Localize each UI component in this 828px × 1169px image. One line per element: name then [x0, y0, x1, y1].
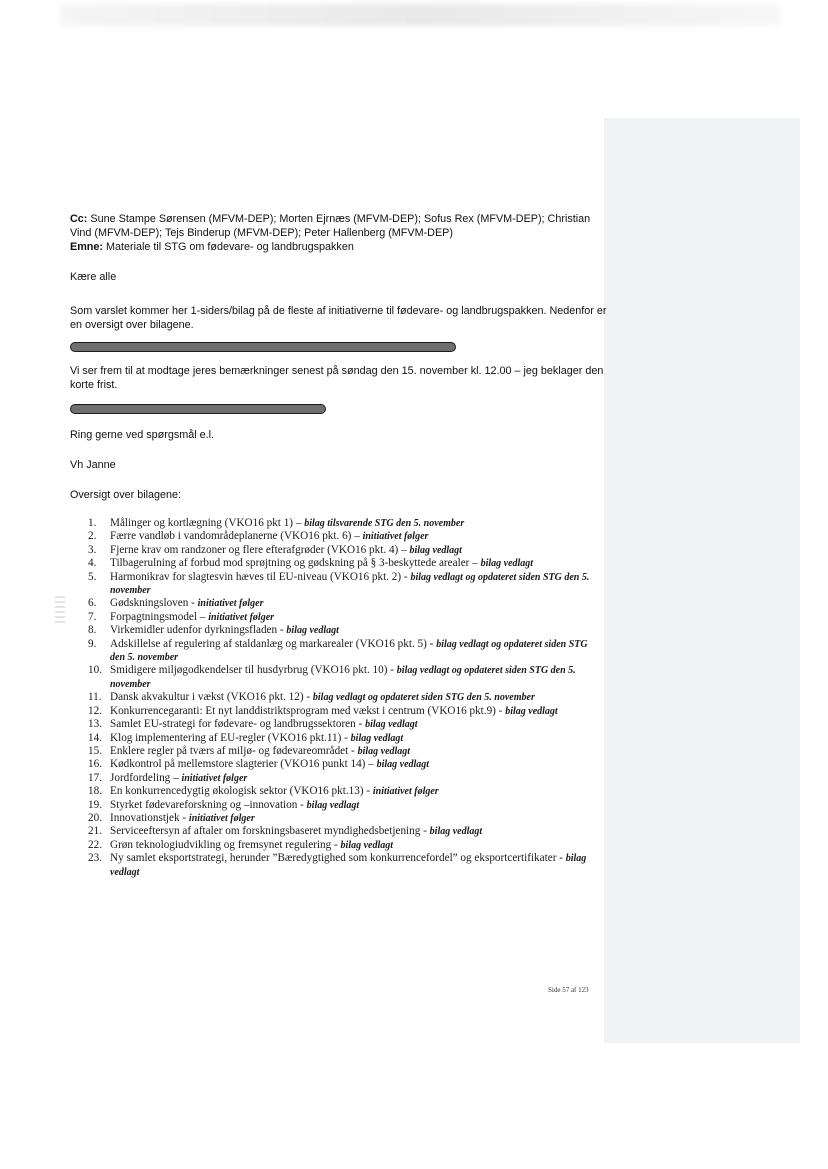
item-number: 14. [88, 731, 102, 744]
list-item [88, 517, 600, 530]
item-status: bilag vedlagt [409, 544, 462, 556]
item-text [110, 571, 600, 598]
scan-edge-marks [55, 596, 65, 624]
item-title: Konkurrencegaranti: Et nyt landdistriktsprogram med vækst i centrum (VKO16 pkt.9) - [110, 704, 506, 717]
item-title: Gødskningsloven - [110, 597, 198, 610]
item-number: 21. [88, 825, 102, 838]
cc-recipients: Sune Stampe Sørensen (MFVM-DEP); Morten Ejrnæs (MFVM-DEP); Sofus Rex (MFVM-DEP); Christian Vind (MFVM-DEP); Tejs Binderup (MFVM-DEP); Peter Hallenberg (MFVM-DEP) [70, 213, 591, 239]
item-status: bilag vedlagt [286, 625, 339, 637]
list-item [88, 852, 600, 879]
signoff: Vh Janne [70, 459, 116, 471]
item-text [110, 825, 600, 838]
item-status: bilag vedlagt og opdateret siden STG den 5. november [110, 571, 590, 597]
list-item [88, 624, 600, 637]
item-number: 19. [88, 798, 102, 811]
item-text [110, 718, 600, 731]
item-title: Kødkontrol på mellemstore slagterier (VKO16 punkt 14) – [110, 758, 377, 771]
list-item [88, 664, 600, 691]
greeting: Kære alle [70, 271, 117, 283]
item-status: bilag vedlagt [110, 853, 587, 878]
item-text [110, 799, 600, 812]
item-text [110, 611, 600, 624]
subject-text: Materiale til STG om fødevare- og landbrugspakken [106, 241, 354, 253]
item-number: 8. [88, 624, 97, 637]
intro-paragraph: Som varslet kommer her 1-siders/bilag på de fleste af initiativerne til fødevare- og landbrugspakken. Nedenfor er en oversigt over bilagene. [70, 305, 607, 331]
item-number: 3. [88, 543, 97, 556]
item-status: bilag vedlagt [376, 759, 430, 771]
item-title: Færre vandløb i vandområdeplanerne (VKO16 pkt. 6) – [110, 530, 363, 543]
list-item [88, 705, 600, 718]
item-status: bilag vedlagt og opdateret siden STG den 5. november [312, 692, 535, 704]
item-number: 12. [88, 704, 102, 717]
list-item [88, 772, 600, 785]
item-number: 23. [88, 852, 102, 865]
item-title: Fjerne krav om randzoner og flere efterafgrøder (VKO16 pkt. 4) – [110, 543, 410, 556]
list-item [88, 638, 600, 665]
item-title: Grøn teknologiudvikling og fremsynet regulering - [110, 838, 341, 851]
item-title: Serviceeftersyn af aftaler om forskningsbaseret myndighedsbetjening - [110, 825, 430, 838]
item-text [110, 544, 600, 557]
item-text [110, 745, 600, 758]
list-item [88, 785, 600, 798]
item-status: initiativet følger [188, 812, 255, 824]
item-status: bilag vedlagt [306, 799, 360, 811]
item-title: Innovationstjek - [110, 811, 189, 824]
list-item [88, 839, 600, 852]
item-number: 10. [88, 664, 102, 677]
item-number: 5. [88, 570, 97, 583]
list-item [88, 732, 600, 745]
item-status: bilag vedlagt [357, 745, 411, 757]
item-text [110, 517, 600, 530]
item-text [110, 785, 600, 798]
item-text [110, 664, 600, 691]
redacted-margin-panel [604, 118, 800, 1043]
item-status: bilag vedlagt [350, 732, 404, 744]
item-text [110, 852, 600, 879]
item-number: 9. [88, 637, 97, 650]
item-number: 4. [88, 557, 97, 570]
scan-shadow [60, 4, 780, 26]
item-text [110, 638, 600, 665]
list-item [88, 799, 600, 812]
subject-label: Emne: [70, 241, 103, 253]
item-title: Tilbagerulning af forbud mod sprøjtning og gødskning på § 3-beskyttede arealer – [110, 557, 481, 570]
item-text [110, 705, 600, 718]
item-title: Samlet EU-strategi for fødevare- og landbrugssektoren - [110, 718, 366, 731]
item-text [110, 624, 600, 637]
item-title: Adskillelse af regulering af staldanlæg og markarealer (VKO16 pkt. 5) - [110, 637, 437, 650]
item-number: 7. [88, 610, 97, 623]
item-status: bilag vedlagt [429, 826, 483, 838]
item-title: Jordfordeling – [110, 771, 182, 784]
item-text [110, 691, 600, 704]
list-item [88, 611, 600, 624]
item-status: bilag vedlagt og opdateret siden STG den 5. november [110, 638, 588, 664]
item-text [110, 772, 600, 785]
list-item [88, 557, 600, 570]
list-item [88, 597, 600, 610]
item-title: Enklere regler på tværs af miljø- og fødevareområdet - [110, 744, 358, 757]
email-body [70, 212, 610, 502]
item-title: Dansk akvakultur i vækst (VKO16 pkt. 12) - [110, 691, 313, 704]
list-item [88, 812, 600, 825]
item-number: 15. [88, 744, 102, 757]
item-text [110, 732, 600, 745]
item-number: 17. [88, 771, 102, 784]
item-title: Styrket fødevareforskning og –innovation - [110, 798, 307, 811]
item-text [110, 839, 600, 852]
contact-paragraph: Ring gerne ved spørgsmål e.l. [70, 429, 215, 441]
item-title: Virkemidler udenfor dyrkningsfladen - [110, 624, 287, 637]
item-number: 11. [88, 691, 102, 704]
item-number: 22. [88, 838, 102, 851]
item-status: initiativet følger [197, 598, 264, 610]
item-text [110, 530, 600, 543]
item-status: bilag vedlagt [340, 839, 394, 851]
item-status: bilag vedlagt [365, 719, 418, 731]
list-item [88, 691, 600, 704]
item-title: Ny samlet eksportstrategi, herunder ”Bæredygtighed som konkurrencefordel” og eksportcertifikater - [110, 852, 566, 865]
page-number: Side 57 af 123 [548, 986, 589, 994]
overview-heading: Oversigt over bilagene: [70, 489, 182, 501]
item-number: 20. [88, 811, 102, 824]
item-status: initiativet følger [372, 786, 439, 798]
list-item [88, 530, 600, 543]
item-text [110, 812, 600, 825]
item-number: 1. [88, 517, 97, 529]
item-status: bilag vedlagt og opdateret siden STG den 5. november [110, 665, 576, 690]
item-title: Forpagtningsmodel – [110, 610, 209, 623]
item-number: 18. [88, 785, 102, 798]
item-number: 6. [88, 597, 97, 610]
item-number: 13. [88, 718, 102, 731]
list-item [88, 758, 600, 771]
item-title: En konkurrencedygtig økologisk sektor (VKO16 pkt.13) - [110, 785, 373, 798]
list-item [88, 544, 600, 557]
subject-line [70, 240, 610, 254]
list-item [88, 745, 600, 758]
item-title: Klog implementering af EU-regler (VKO16 pkt.11) - [110, 731, 351, 744]
deadline-paragraph: Vi ser frem til at modtage jeres bemærkninger senest på søndag den 15. november kl. 12.00 – jeg beklager den korte frist. [70, 365, 604, 391]
item-number: 2. [88, 530, 97, 543]
list-item [88, 571, 600, 598]
list-item [88, 825, 600, 838]
redaction-bar [70, 404, 326, 414]
item-status: initiativet følger [208, 611, 275, 623]
item-status: bilag vedlagt [505, 705, 558, 717]
item-status: bilag vedlagt [480, 558, 534, 570]
item-title: Harmonikrav for slagtesvin hæves til EU-niveau (VKO16 pkt. 2) - [110, 570, 411, 583]
item-title: Smidigere miljøgodkendelser til husdyrbrug (VKO16 pkt. 10) - [110, 664, 397, 677]
item-status: bilag tilsvarende STG den 5. november [304, 518, 465, 529]
item-title: Målinger og kortlægning (VKO16 pkt 1) – [110, 517, 305, 529]
item-text [110, 597, 600, 610]
item-text [110, 758, 600, 771]
overview-list [88, 517, 600, 879]
item-number: 16. [88, 758, 102, 771]
item-status: initiativet følger [362, 531, 429, 543]
list-item [88, 718, 600, 731]
cc-label: Cc: [70, 213, 88, 225]
cc-line [70, 212, 610, 240]
item-text [110, 557, 600, 570]
redaction-bar [70, 342, 456, 352]
item-status: initiativet følger [181, 772, 248, 784]
